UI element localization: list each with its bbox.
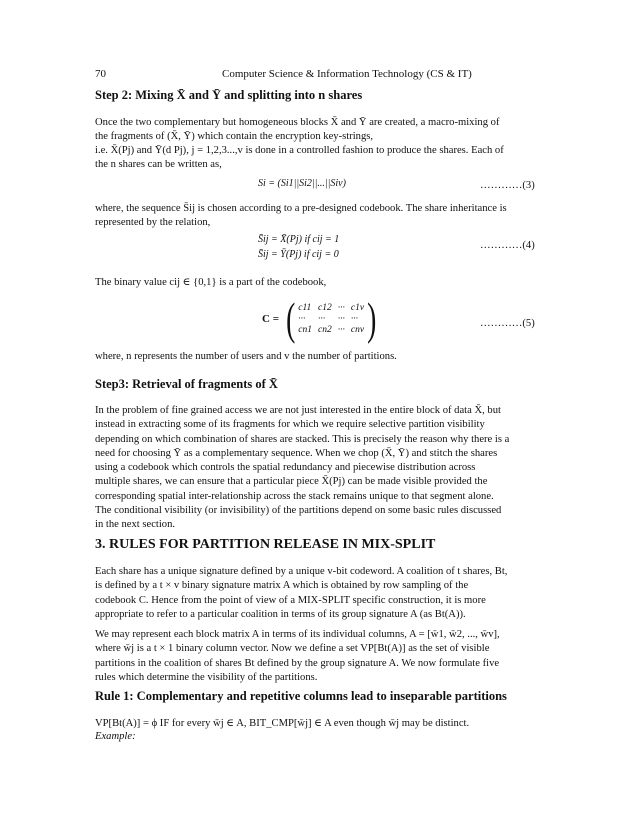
matrix-cell: ··· xyxy=(350,314,358,324)
equation-4-line1: S̄ij = X̄(Pj) if cij = 1 xyxy=(258,234,340,245)
matrix-cell: ··· xyxy=(337,325,345,335)
step2-line3: i.e. X̄(Pj) and Ȳ(d Pj), j = 1,2,3...,v is done in a controlled fashion to produce the shares. Each of xyxy=(95,145,504,156)
where-line2: represented by the relation, xyxy=(95,217,211,228)
codebook-matrix xyxy=(298,303,364,335)
rule1-heading: Rule 1: Complementary and repetitive columns lead to inseparable partitions xyxy=(95,689,507,703)
step2-line2: the fragments of (X̄, Ȳ) which contain the encryption key-strings, xyxy=(95,131,374,142)
step3-paragraph xyxy=(95,404,509,533)
section3-p2-line: where w̄j is a t × 1 binary column vector. Now we define a set VP[Bt(A)] as the set of visible xyxy=(95,643,490,655)
step2-heading: Step 2: Mixing X̄ and Ȳ and splitting into n shares xyxy=(95,88,363,102)
equation-3-number: …………(3) xyxy=(480,180,535,191)
section3-p1-line: is defined by a t × v binary signature matrix A which is obtained by row sampling of the xyxy=(95,580,469,592)
step2-line4: the n shares can be written as, xyxy=(95,159,222,170)
step3-heading: Step3: Retrieval of fragments of X̄ xyxy=(95,377,278,391)
where-line1: where, the sequence S̄ij is chosen according to a pre-designed codebook. The share inheritance is xyxy=(95,203,507,214)
section3-paragraph2 xyxy=(95,628,500,685)
where-line3: where, n represents the number of users and v the number of partitions. xyxy=(95,351,397,362)
step3-line: using a codebook which controls the spatial redundancy and piecewise distribution across xyxy=(95,462,476,474)
running-title: Computer Science & Information Technology (CS & IT) xyxy=(222,68,472,80)
section3-p2-line: partitions in the coalition of shares Bt defined by the group signature A. We now formulate five xyxy=(95,657,500,669)
section3-p1-line: codebook C. Hence from the point of view of a MIX-SPLIT specific construction, it is more xyxy=(95,594,486,606)
matrix-cell: ··· xyxy=(337,314,345,324)
matrix-cell: cnv xyxy=(350,325,365,335)
step3-line: in the next section. xyxy=(95,519,176,531)
matrix-cell: c12 xyxy=(318,303,332,313)
section3-p1-line: appropriate to refer to a particular coalition in terms of its group signature A (as Bt(A)). xyxy=(95,608,466,620)
section3-p2-line: We may represent each block matrix A in terms of its individual columns, A = [w̄1, w̄2, ..., w̄v], xyxy=(95,629,500,640)
section3-p2-line: rules which determine the visibility of the partitions. xyxy=(95,671,318,683)
equation-5-number: …………(5) xyxy=(480,318,535,329)
step3-line: need for choosing Ȳ as a complementary sequence. When we chop (X̄, Ȳ) and stitch the shares xyxy=(95,447,498,459)
step3-line: The conditional visibility (or invisibility) of the partitions depend on some basic rules discussed xyxy=(95,505,502,517)
binary-value-line: The binary value cij ∈ {0,1} is a part of the codebook, xyxy=(95,277,327,288)
rule1-statement: VP[Bt(A)] = ϕ IF for every w̄j ∈ A, BIT_CMP[w̄j] ∈ A even though w̄j may be distinct. xyxy=(95,718,470,729)
equation-5 xyxy=(262,293,379,344)
section3-heading: 3. RULES FOR PARTITION RELEASE IN MIX-SPLIT xyxy=(95,537,436,552)
matrix-cell: ··· xyxy=(298,314,306,324)
rule1-example: Example: xyxy=(95,731,136,742)
matrix-cell: cn1 xyxy=(298,325,313,335)
page-number: 70 xyxy=(95,68,106,80)
section3-paragraph1 xyxy=(95,565,507,622)
equation-3: Si = (Si1||Si2||...||Siv) xyxy=(258,178,346,189)
step2-line1: Once the two complementary but homogeneous blocks X̄ and Ȳ are created, a macro-mixing of xyxy=(95,117,500,128)
matrix-cell: cn2 xyxy=(318,325,332,335)
right-paren: ) xyxy=(367,293,377,344)
step3-line: corresponding spatial inter-relationship across the stack remains unique to that segment alone. xyxy=(95,490,494,502)
step3-line: multiple shares, we can ensure that a particular piece X̄(Pj) can be made visible provided the xyxy=(95,476,488,488)
step3-line: depending on which combination of shares are stacked. This is precisely the reason why there is a xyxy=(95,433,510,445)
codebook-label: C = xyxy=(262,313,279,325)
matrix-cell: ··· xyxy=(318,314,326,324)
matrix-cell: c11 xyxy=(298,303,312,313)
matrix-cell: ··· xyxy=(337,303,345,313)
equation-4-line2: S̄ij = Ȳ(Pj) if cij = 0 xyxy=(258,249,339,260)
step3-line: In the problem of fine grained access we are not just interested in the entire block of data X̄, but xyxy=(95,405,501,416)
section3-p1-line: Each share has a unique signature defined by a unique v-bit codeword. A coalition of t shares, Bt, xyxy=(95,566,508,577)
step3-line: instead in extracting some of its fragments for which we require selective partition visibility xyxy=(95,419,485,431)
left-paren: ( xyxy=(286,293,296,344)
matrix-cell: c1v xyxy=(350,303,365,313)
equation-4-number: …………(4) xyxy=(480,240,535,251)
